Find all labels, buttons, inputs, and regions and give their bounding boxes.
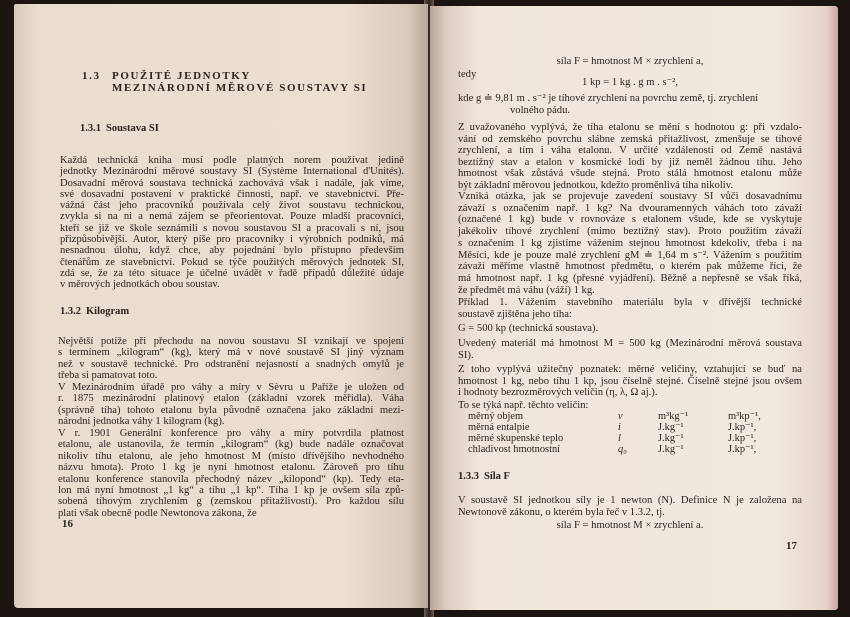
text-line: kteří se již ve škole seznámili s novou soustavou SI a pracovali s ní, jsou: [60, 222, 404, 234]
text-line: má hmotnost např. 1 kg (přesné vyjádření). Běžně a nepřesně se však říká,: [458, 272, 802, 284]
formula: [458, 520, 802, 532]
text-line: národní jednotka váhy 1 kilogram (kg).: [58, 416, 225, 428]
section-title-line1: POUŽITÉ JEDNOTKY: [112, 70, 251, 82]
subsection-heading-1-3-2: [60, 306, 129, 317]
text-line: Měsíci, kde je pouze malé zrychlení gM ≐ 1,64 m s⁻². Vážením s použitím: [458, 249, 802, 261]
text-line: tedy: [458, 69, 477, 80]
subsection-title: Soustava SI: [106, 123, 159, 134]
page-number: 17: [786, 540, 797, 552]
page-number: 16: [62, 518, 73, 530]
text-line: beztížný stav a etalon v kosmické lodi by již neměl žádnou tíhu. Jeho: [458, 156, 802, 168]
text-line: s označením 1 kg zjistíme vážením stejnou hmotnost kdekoliv, třeba i na: [458, 237, 802, 249]
subsection-title: Síla F: [484, 471, 510, 482]
text-line: hmotnost 1 kg, nebo tíhu 1 kp, jsou číselně stejné. Číselně stejné jsou ovšem: [458, 375, 802, 387]
text-line: platí však obecně podle Newtonova zákona, že: [58, 507, 257, 519]
table-row: [468, 433, 798, 444]
table-cell: J.kp⁻¹,: [728, 422, 757, 433]
paragraph: [458, 364, 802, 399]
table-cell: J.kg⁻¹: [658, 422, 684, 433]
text-line: síla F = hmotnost M × zrychlení a.: [556, 520, 704, 531]
text-line: závaží měříme vlastně hmotnost předmětu, o kterém pak můžeme říci, že: [458, 261, 802, 273]
table-row: [468, 422, 798, 433]
right-page: [430, 6, 838, 610]
subsection-heading-1-3-3: [458, 471, 510, 482]
text-line: být základní měrovou jednotkou, kdežto proměnlivá tíha nikoliv.: [458, 179, 733, 191]
text-line: [510, 105, 710, 117]
table-cell: J.kp⁻¹,: [728, 433, 757, 444]
text-line: i hodnoty bezrozměrových veličin (η, λ, Ω aj.).: [458, 387, 658, 398]
table-cell: m³kp⁻¹,: [728, 411, 761, 422]
table-cell: m³kg⁻¹: [658, 411, 689, 422]
section-number: 1.3: [82, 70, 101, 82]
table-cell: J.kg⁻¹: [658, 433, 684, 444]
text-line: Z toho vyplývá užitečný poznatek: měrné veličiny, vztahující se buď na: [458, 364, 802, 375]
table-cell: měrný objem: [468, 411, 524, 422]
text-line: vání od zemského povrchu slábne zemská přitažlivost, zmenšuje se tíhové: [458, 133, 802, 145]
text-line: soustavě zjištěna jeho tíha:: [458, 308, 572, 320]
text-line: Největší potíže při přechodu na novou soustavu SI vznikají ve spojení: [58, 336, 404, 347]
formula: [458, 77, 802, 89]
quantities-table: [468, 411, 798, 455]
text-line: [458, 400, 802, 412]
text-line: lon má nyní hmotnost „1 kg“ a tíhu „1 kp“. Tíha 1 kp je ovšem síla způ-: [58, 485, 404, 497]
text-line: přizpůsobivější. Autor, který píše pro pracovníky i výrobních podniků, má: [60, 234, 404, 246]
text-line: své dosavadní postavení v praktické činnosti, např. ve stavebnictví. Pře-: [60, 188, 404, 200]
paragraph: [458, 495, 802, 519]
text-line: zvykla si na ni a nemá zájem se přeorientovat. Pouze mladší pracovníci,: [60, 211, 404, 223]
table-cell: i: [618, 422, 621, 433]
text-line: V r. 1901 Generální konference pro váhy a míry potvrdila platnost: [58, 428, 404, 439]
subsection-title: Kilogram: [86, 306, 130, 317]
subsection-number: 1.3.2: [60, 306, 81, 317]
formula: [458, 56, 802, 68]
table-row: [468, 444, 798, 455]
text-line: Vzniká otázka, jak se projevuje zavedení soustavy SI vůči dosavadnímu: [458, 191, 802, 202]
table-cell: měrná entalpie: [468, 422, 530, 433]
paragraph: [58, 428, 404, 519]
section-title-line2: MEZINÁRODNÍ MĚROVÉ SOUSTAVY SI: [112, 82, 368, 94]
text-line: G = 500 kp (technická soustava).: [458, 323, 599, 334]
text-line: názvu hmota). Proto 1 kg je nyní hmotnost etalonu. Zároveň pro tíhu: [58, 462, 404, 474]
text-line: zrychlení, a tím i váha etalonu. V určité vzdálenosti od Země nastává: [458, 145, 802, 157]
paragraph: [58, 382, 404, 428]
text-line: nikoliv tíhu etalonu, ale jeho hmotnost M (místo dřívějšího nevhodného: [58, 450, 404, 462]
text-line: 1 kp = 1 kg . g m . s⁻²,: [582, 77, 678, 88]
subsection-number: 1.3.3: [458, 471, 479, 482]
text-line: V soustavě SI jednotkou síly je 1 newton (N). Definice N je založena na: [458, 495, 802, 506]
text-line: s termínem „kilogram“ (kg), který má v nové soustavě SI jiný význam: [58, 347, 404, 359]
text-line: Z uvažovaného vyplývá, že tíha etalonu se mění s hodnotou g: při vzdalo-: [458, 122, 802, 133]
text-line: než v soustavě technické. Pro odstranění nejasností a snadných omylů je: [58, 358, 404, 370]
text-line: že předmět má váhu (váží) 1 kg.: [458, 284, 595, 296]
paragraph: [458, 338, 802, 361]
paragraph: [458, 122, 802, 192]
left-page: [14, 4, 428, 608]
text-line: Newtonově zákonu, o kterém byla řeč v 1.3.2, tj.: [458, 507, 665, 518]
text-line: (správně tíha) tohoto etalonu byla původně označena jako základní mezi-: [58, 404, 404, 416]
text-line: závaží s označením např. 1 kg? Na dvouramenných váhách toto závaží: [458, 202, 802, 214]
table-cell: chladivost hmotnostní: [468, 444, 561, 455]
paragraph: [58, 336, 404, 382]
table-cell: v: [618, 411, 623, 422]
text-line: čtenářům ze stavebnictví. Pokud se týče použitých měrových jednotek SI,: [60, 256, 404, 268]
text-line: zdá se, že za této situace je účelné uvádět v řadě případů důležité údaje: [60, 267, 404, 279]
text-line: SI).: [458, 349, 474, 361]
example-paragraph: [458, 297, 802, 320]
paragraph: [458, 191, 802, 296]
text-line: etalonu konference stanovila přechodný název „kilopond“ (kp). Tedy eta-: [58, 473, 404, 485]
text-line: [458, 323, 802, 335]
text-line: [458, 93, 802, 105]
section-heading: [82, 70, 367, 94]
text-line: Dosavadní měrová soustava technická zachovává však i nadále, jak víme,: [60, 177, 404, 189]
text-line: jednotky Mezinárodní měrové soustavy SI (Système International d'Unités).: [60, 166, 404, 178]
subsection-number: 1.3.1: [80, 123, 101, 134]
table-cell: l: [618, 433, 621, 444]
text-line: (označené 1 kg) bude v rovnováze s etalonem všude, kde se vyskytuje: [458, 214, 802, 226]
text-line: Příklad 1. Vážením stavebního materiálu byla v dřívější technické: [458, 297, 802, 308]
table-cell: J.kg⁻¹: [658, 444, 684, 455]
text-line: hmotnost však zůstává všude stejná. Proto stálá hmotnost etalonu může: [458, 168, 802, 180]
paragraph: [60, 155, 404, 291]
text-line: jakékoliv tíhové zrychlení (mimo beztížný stav). Proto použitím závaží: [458, 226, 802, 238]
table-cell: q₀: [618, 444, 627, 455]
text-line: Uvedený materiál má hmotnost M = 500 kg (Mezinárodní měrová soustava: [458, 338, 802, 349]
text-line: síla F = hmotnost M × zrychlení a,: [556, 56, 704, 67]
table-cell: J.kp⁻¹,: [728, 444, 757, 455]
text-line: Každá technická kniha musí podle platných norem používat jedině: [60, 155, 404, 166]
text-line: V Mezinárodním úřadě pro váhy a míry v Sèvru u Paříže je uložen od: [58, 382, 404, 393]
text-line: To se týká např. těchto veličin:: [458, 400, 589, 411]
text-line: volného pádu.: [510, 105, 571, 116]
text-line: kde g ≐ 9,81 m . s⁻² je tíhové zrychlení na povrchu země, tj. zrychlení: [458, 93, 759, 104]
table-row: [468, 411, 798, 422]
text-line: třeba si pamatovat toto.: [58, 370, 158, 382]
text-line: v měrových jednotkách obou soustav.: [60, 279, 220, 291]
table-cell: měrné skupenské teplo: [468, 433, 564, 444]
text-line: etalonu, ale ustanovila, že termín „kilogram“ (kg) bude nadále označovat: [58, 439, 404, 451]
text-line: r. 1875 mezinárodní platinový etalon (základní vzorek měřidla). Váha: [58, 393, 404, 405]
text-line: sobená tíhovým zrychlením g (zemskou přitažlivostí). Pro každou sílu: [58, 496, 404, 508]
subsection-heading-1-3-1: [80, 123, 159, 134]
text-line: nesnadnou úlohu, když chce, aby pojednání bylo přístupno především: [60, 245, 404, 257]
text-line: vážná část jeho pracovníků používala celý život soustavu technickou,: [60, 200, 404, 212]
